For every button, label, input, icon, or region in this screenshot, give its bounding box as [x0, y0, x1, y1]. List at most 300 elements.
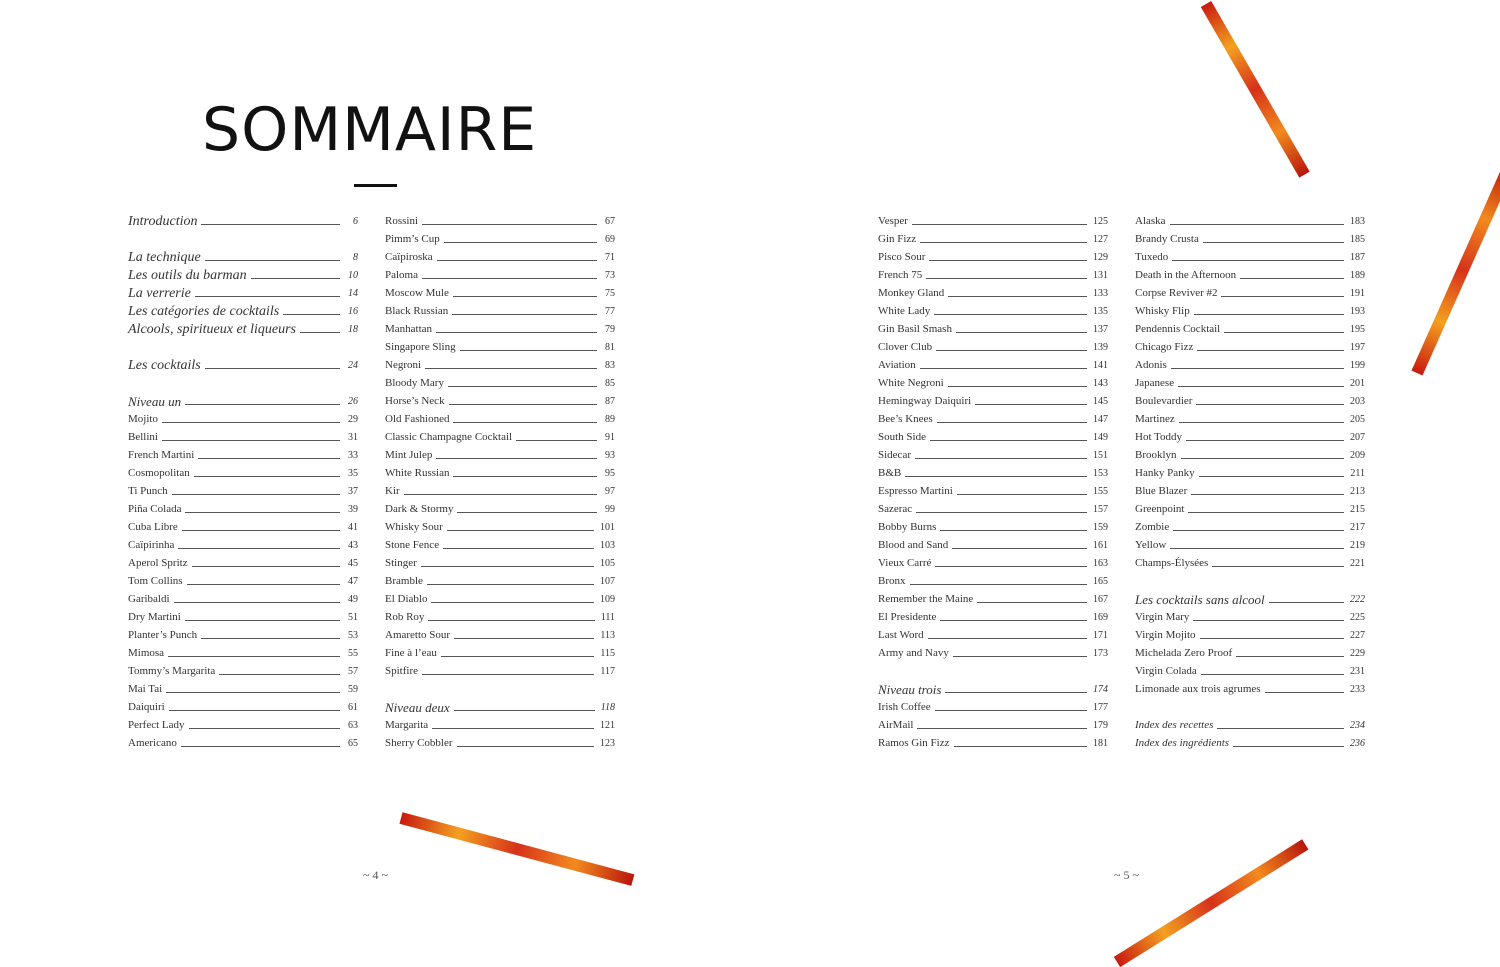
toc-entry — [385, 264, 615, 282]
toc-entry-page: 29 — [348, 414, 358, 425]
toc-leader-line — [283, 314, 340, 315]
toc-entry — [128, 516, 358, 534]
toc-entry — [128, 498, 358, 516]
toc-entry-label: Americano — [128, 737, 177, 749]
toc-entry-label: Cosmopolitan — [128, 467, 190, 479]
toc-leader-line — [945, 692, 1087, 693]
toc-entry-label: Les cocktails — [128, 358, 201, 373]
toc-entry-label: Virgin Mary — [1135, 611, 1190, 623]
toc-leader-line — [977, 602, 1087, 603]
toc-leader-line — [930, 440, 1087, 441]
toc-spacer — [1135, 696, 1365, 714]
toc-leader-line — [1224, 332, 1344, 333]
toc-entry-page: 51 — [348, 612, 358, 623]
toc-entry-page: 105 — [600, 558, 615, 569]
toc-entry-page: 203 — [1350, 396, 1365, 407]
toc-entry — [385, 570, 615, 588]
toc-entry — [385, 372, 615, 390]
toc-leader-line — [1194, 314, 1344, 315]
toc-entry-label: Hanky Panky — [1135, 467, 1195, 479]
toc-entry-label: Bramble — [385, 575, 423, 587]
toc-leader-line — [948, 296, 1087, 297]
toc-entry-page: 143 — [1093, 378, 1108, 389]
toc-entry-label: Amaretto Sour — [385, 629, 451, 641]
toc-entry-page: 159 — [1093, 522, 1108, 533]
toc-entry-page: 185 — [1350, 234, 1365, 245]
toc-leader-line — [1203, 242, 1344, 243]
toc-entry — [385, 300, 615, 318]
toc-entry — [1135, 246, 1365, 264]
toc-leader-line — [937, 422, 1087, 423]
toc-entry-page: 111 — [600, 612, 615, 623]
toc-entry-label: Sazerac — [878, 503, 913, 515]
toc-leader-line — [1178, 386, 1344, 387]
toc-entry-page: 39 — [348, 504, 358, 515]
decorative-stripe — [1114, 839, 1309, 967]
toc-entry — [1135, 462, 1365, 480]
toc-entry — [878, 462, 1108, 480]
toc-entry-label: South Side — [878, 431, 926, 443]
toc-entry-label: Spitfire — [385, 665, 418, 677]
toc-leader-line — [448, 386, 597, 387]
toc-entry-page: 16 — [348, 306, 358, 317]
toc-entry-page: 57 — [348, 666, 358, 677]
toc-entry-page: 33 — [348, 450, 358, 461]
toc-leader-line — [195, 296, 340, 297]
toc-leader-line — [920, 368, 1087, 369]
toc-column-2 — [385, 210, 615, 750]
toc-entry-page: 129 — [1093, 252, 1108, 263]
toc-entry — [878, 444, 1108, 462]
toc-entry-label: Michelada Zero Proof — [1135, 647, 1233, 659]
toc-entry-label: Cuba Libre — [128, 521, 178, 533]
toc-leader-line — [454, 710, 595, 711]
toc-entry-page: 81 — [605, 342, 615, 353]
toc-entry-label: Margarita — [385, 719, 429, 731]
toc-entry-label: B&B — [878, 467, 902, 479]
toc-entry-page: 131 — [1093, 270, 1108, 281]
toc-leader-line — [201, 224, 340, 225]
toc-leader-line — [178, 548, 340, 549]
toc-leader-line — [917, 728, 1087, 729]
toc-column-3 — [878, 210, 1108, 750]
toc-entry-page: 234 — [1350, 720, 1365, 731]
toc-entry-page: 43 — [348, 540, 358, 551]
toc-entry-label: Index des recettes — [1135, 719, 1214, 731]
toc-entry-page: 125 — [1093, 216, 1108, 227]
toc-leader-line — [421, 566, 594, 567]
toc-entry-label: Negroni — [385, 359, 422, 371]
toc-entry — [878, 408, 1108, 426]
toc-entry-page: 227 — [1350, 630, 1365, 641]
toc-entry-label: Boulevardier — [1135, 395, 1193, 407]
toc-leader-line — [457, 512, 597, 513]
toc-entry-page: 115 — [600, 648, 615, 659]
toc-entry — [1135, 300, 1365, 318]
toc-entry-page: 73 — [605, 270, 615, 281]
toc-entry-label: Sherry Cobbler — [385, 737, 453, 749]
toc-entry-label: Niveau deux — [385, 700, 450, 715]
toc-leader-line — [1191, 494, 1344, 495]
toc-entry — [385, 498, 615, 516]
toc-entry-label: Sidecar — [878, 449, 911, 461]
toc-entry — [385, 336, 615, 354]
toc-entry — [385, 660, 615, 678]
toc-entry-label: Daiquiri — [128, 701, 165, 713]
toc-entry — [1135, 228, 1365, 246]
toc-entry — [128, 624, 358, 642]
toc-entry-page: 139 — [1093, 342, 1108, 353]
toc-entry-page: 49 — [348, 594, 358, 605]
toc-entry — [385, 714, 615, 732]
toc-entry — [385, 534, 615, 552]
toc-leader-line — [975, 404, 1087, 405]
toc-entry-label: Piña Colada — [128, 503, 182, 515]
toc-spacer — [128, 228, 358, 246]
toc-entry — [878, 228, 1108, 246]
toc-leader-line — [905, 476, 1087, 477]
page-number-right: ~ 5 ~ — [1114, 868, 1139, 882]
toc-entry — [878, 480, 1108, 498]
toc-entry-page: 123 — [600, 738, 615, 749]
toc-entry — [878, 498, 1108, 516]
toc-entry-page: 211 — [1350, 468, 1365, 479]
toc-leader-line — [181, 746, 340, 747]
toc-entry — [385, 282, 615, 300]
toc-leader-line — [954, 746, 1088, 747]
toc-entry-label: Champs-Élysées — [1135, 557, 1209, 569]
toc-leader-line — [935, 710, 1087, 711]
toc-entry — [878, 714, 1108, 732]
toc-entry-page: 215 — [1350, 504, 1365, 515]
toc-entry-label: Army and Navy — [878, 647, 949, 659]
toc-entry — [878, 336, 1108, 354]
toc-entry — [385, 642, 615, 660]
toc-entry — [1135, 408, 1365, 426]
toc-entry-page: 69 — [605, 234, 615, 245]
toc-entry — [1135, 642, 1365, 660]
toc-entry-page: 97 — [605, 486, 615, 497]
toc-entry-page: 61 — [348, 702, 358, 713]
toc-entry — [128, 426, 358, 444]
toc-entry — [385, 516, 615, 534]
toc-entry — [385, 408, 615, 426]
toc-leader-line — [1179, 422, 1344, 423]
toc-entry-label: Yellow — [1135, 539, 1167, 551]
toc-entry-page: 183 — [1350, 216, 1365, 227]
toc-leader-line — [910, 584, 1088, 585]
toc-entry-label: Monkey Gland — [878, 287, 945, 299]
toc-entry-page: 91 — [605, 432, 615, 443]
toc-entry-label: Dry Martini — [128, 611, 181, 623]
toc-entry — [878, 516, 1108, 534]
toc-entry — [128, 570, 358, 588]
toc-entry-page: 145 — [1093, 396, 1108, 407]
toc-entry-page: 87 — [605, 396, 615, 407]
toc-section-entry — [1135, 714, 1365, 732]
toc-entry-page: 63 — [348, 720, 358, 731]
toc-spacer — [128, 336, 358, 354]
toc-entry — [385, 552, 615, 570]
toc-entry — [128, 696, 358, 714]
toc-leader-line — [460, 350, 597, 351]
toc-entry-label: Bobby Burns — [878, 521, 937, 533]
toc-entry-label: Greenpoint — [1135, 503, 1185, 515]
toc-leader-line — [948, 386, 1087, 387]
toc-entry-page: 41 — [348, 522, 358, 533]
toc-leader-line — [453, 476, 597, 477]
toc-leader-line — [928, 638, 1087, 639]
toc-leader-line — [189, 728, 341, 729]
toc-entry-label: Clover Club — [878, 341, 933, 353]
toc-entry-page: 83 — [605, 360, 615, 371]
toc-entry-page: 165 — [1093, 576, 1108, 587]
toc-entry-page: 201 — [1350, 378, 1365, 389]
toc-entry — [128, 444, 358, 462]
toc-section-entry — [128, 354, 358, 372]
toc-leader-line — [436, 332, 597, 333]
toc-entry-label: Horse’s Neck — [385, 395, 445, 407]
toc-entry — [878, 210, 1108, 228]
toc-entry — [385, 444, 615, 462]
toc-entry-label: Paloma — [385, 269, 418, 281]
toc-entry-label: Martinez — [1135, 413, 1175, 425]
toc-leader-line — [1265, 692, 1344, 693]
toc-entry-page: 101 — [600, 522, 615, 533]
toc-leader-line — [1188, 512, 1344, 513]
toc-entry-page: 231 — [1350, 666, 1365, 677]
toc-entry-page: 53 — [348, 630, 358, 641]
toc-entry — [1135, 498, 1365, 516]
toc-entry-page: 181 — [1093, 738, 1108, 749]
toc-leader-line — [185, 620, 340, 621]
toc-entry — [1135, 390, 1365, 408]
toc-entry-page: 161 — [1093, 540, 1108, 551]
toc-spacer — [1135, 570, 1365, 588]
toc-entry — [878, 534, 1108, 552]
toc-section-entry — [385, 696, 615, 714]
toc-entry — [385, 480, 615, 498]
toc-entry-label: Virgin Mojito — [1135, 629, 1196, 641]
toc-entry — [878, 390, 1108, 408]
toc-leader-line — [447, 530, 594, 531]
toc-leader-line — [453, 422, 597, 423]
toc-leader-line — [182, 530, 340, 531]
toc-entry — [385, 732, 615, 750]
toc-entry-page: 167 — [1093, 594, 1108, 605]
toc-entry — [1135, 534, 1365, 552]
toc-entry-page: 26 — [348, 396, 358, 407]
toc-entry — [1135, 282, 1365, 300]
toc-entry-page: 35 — [348, 468, 358, 479]
toc-section-entry — [128, 264, 358, 282]
toc-entry-label: Chicago Fizz — [1135, 341, 1194, 353]
toc-leader-line — [1170, 548, 1344, 549]
toc-leader-line — [192, 566, 340, 567]
toc-entry-page: 141 — [1093, 360, 1108, 371]
toc-leader-line — [934, 314, 1087, 315]
toc-entry-label: Gin Basil Smash — [878, 323, 952, 335]
toc-entry — [128, 462, 358, 480]
toc-entry — [385, 246, 615, 264]
toc-leader-line — [1199, 476, 1345, 477]
toc-entry-page: 189 — [1350, 270, 1365, 281]
page-title: SOMMAIRE — [202, 95, 538, 165]
toc-leader-line — [940, 530, 1087, 531]
toc-entry — [128, 408, 358, 426]
toc-entry-page: 14 — [348, 288, 358, 299]
toc-section-entry — [1135, 732, 1365, 750]
toc-entry-page: 233 — [1350, 684, 1365, 695]
toc-leader-line — [432, 728, 594, 729]
toc-entry — [878, 282, 1108, 300]
toc-leader-line — [1170, 224, 1344, 225]
toc-entry-page: 179 — [1093, 720, 1108, 731]
toc-entry — [385, 318, 615, 336]
toc-leader-line — [952, 548, 1087, 549]
toc-entry-label: Les catégories de cocktails — [128, 304, 280, 319]
toc-entry-label: Planter’s Punch — [128, 629, 198, 641]
toc-column-4 — [1135, 210, 1365, 750]
toc-entry-label: Alcools, spiritueux et liqueurs — [128, 322, 296, 337]
toc-entry — [385, 210, 615, 228]
toc-leader-line — [956, 332, 1087, 333]
toc-entry — [878, 372, 1108, 390]
toc-entry-label: Hemingway Daiquiri — [878, 395, 972, 407]
toc-entry-label: Ti Punch — [128, 485, 168, 497]
toc-section-entry — [128, 318, 358, 336]
toc-entry-label: Les cocktails sans alcool — [1135, 592, 1265, 607]
toc-entry-page: 103 — [600, 540, 615, 551]
toc-entry-page: 18 — [348, 324, 358, 335]
toc-entry — [1135, 480, 1365, 498]
toc-entry-label: Kir — [385, 485, 400, 497]
toc-entry-page: 67 — [605, 216, 615, 227]
toc-entry-label: Tom Collins — [128, 575, 183, 587]
toc-entry — [1135, 516, 1365, 534]
toc-leader-line — [929, 260, 1087, 261]
toc-entry — [878, 264, 1108, 282]
toc-entry-label: Niveau trois — [878, 682, 942, 697]
toc-leader-line — [957, 494, 1087, 495]
toc-entry — [128, 678, 358, 696]
toc-entry — [128, 552, 358, 570]
toc-leader-line — [166, 692, 340, 693]
toc-entry-label: Pendennis Cocktail — [1135, 323, 1221, 335]
toc-entry-page: 55 — [348, 648, 358, 659]
toc-entry-label: Ramos Gin Fizz — [878, 737, 950, 749]
toc-entry-page: 85 — [605, 378, 615, 389]
toc-entry — [128, 534, 358, 552]
toc-leader-line — [940, 620, 1087, 621]
toc-leader-line — [441, 656, 594, 657]
toc-entry-page: 213 — [1350, 486, 1365, 497]
toc-entry — [878, 570, 1108, 588]
toc-leader-line — [436, 458, 597, 459]
decorative-stripe — [1412, 165, 1500, 375]
toc-section-entry — [878, 678, 1108, 696]
toc-leader-line — [422, 224, 597, 225]
toc-entry-label: Perfect Lady — [128, 719, 185, 731]
toc-entry-label: AirMail — [878, 719, 914, 731]
toc-entry — [128, 606, 358, 624]
toc-leader-line — [936, 350, 1087, 351]
toc-entry-label: Pisco Sour — [878, 251, 926, 263]
toc-leader-line — [1171, 368, 1344, 369]
toc-entry-label: Bronx — [878, 575, 906, 587]
toc-leader-line — [300, 332, 340, 333]
toc-leader-line — [404, 494, 597, 495]
toc-entry — [1135, 264, 1365, 282]
toc-entry-page: 222 — [1350, 594, 1365, 605]
toc-entry-page: 89 — [605, 414, 615, 425]
toc-entry-label: Stone Fence — [385, 539, 440, 551]
toc-leader-line — [1181, 458, 1344, 459]
toc-entry — [878, 354, 1108, 372]
toc-entry — [385, 624, 615, 642]
toc-entry-page: 197 — [1350, 342, 1365, 353]
toc-entry-page: 47 — [348, 576, 358, 587]
toc-leader-line — [427, 584, 594, 585]
toc-entry-page: 205 — [1350, 414, 1365, 425]
toc-entry-page: 109 — [600, 594, 615, 605]
toc-entry — [128, 732, 358, 750]
toc-entry-label: El Presidente — [878, 611, 937, 623]
toc-entry-label: Mimosa — [128, 647, 165, 659]
toc-entry — [1135, 210, 1365, 228]
toc-leader-line — [185, 512, 340, 513]
toc-entry-label: Rob Roy — [385, 611, 425, 623]
toc-entry-page: 95 — [605, 468, 615, 479]
toc-entry-label: Last Word — [878, 629, 924, 641]
toc-leader-line — [431, 602, 594, 603]
toc-leader-line — [1269, 602, 1344, 603]
toc-section-entry — [1135, 588, 1365, 606]
toc-entry — [878, 732, 1108, 750]
toc-entry — [878, 642, 1108, 660]
toc-entry-page: 236 — [1350, 738, 1365, 749]
toc-leader-line — [422, 278, 597, 279]
toc-leader-line — [1197, 350, 1344, 351]
toc-entry-label: Index des ingrédients — [1135, 737, 1230, 749]
toc-leader-line — [920, 242, 1087, 243]
toc-entry-label: White Lady — [878, 305, 931, 317]
toc-entry-label: Espresso Martini — [878, 485, 953, 497]
toc-entry — [1135, 426, 1365, 444]
toc-entry-page: 207 — [1350, 432, 1365, 443]
toc-entry-page: 221 — [1350, 558, 1365, 569]
toc-entry-label: Mai Tai — [128, 683, 163, 695]
toc-entry-page: 118 — [600, 702, 615, 713]
toc-section-entry — [128, 300, 358, 318]
toc-entry-page: 147 — [1093, 414, 1108, 425]
toc-entry — [1135, 606, 1365, 624]
toc-entry-page: 137 — [1093, 324, 1108, 335]
toc-entry — [878, 426, 1108, 444]
toc-entry-label: Hot Toddy — [1135, 431, 1183, 443]
toc-entry-page: 173 — [1093, 648, 1108, 659]
toc-entry-label: Bellini — [128, 431, 158, 443]
toc-entry-label: El Diablo — [385, 593, 428, 605]
toc-entry-label: Mojito — [128, 413, 158, 425]
toc-entry-page: 79 — [605, 324, 615, 335]
toc-entry-label: Vieux Carré — [878, 557, 932, 569]
toc-leader-line — [198, 458, 340, 459]
toc-entry-page: 153 — [1093, 468, 1108, 479]
toc-leader-line — [162, 422, 340, 423]
toc-entry-page: 193 — [1350, 306, 1365, 317]
decorative-stripe — [399, 812, 634, 886]
